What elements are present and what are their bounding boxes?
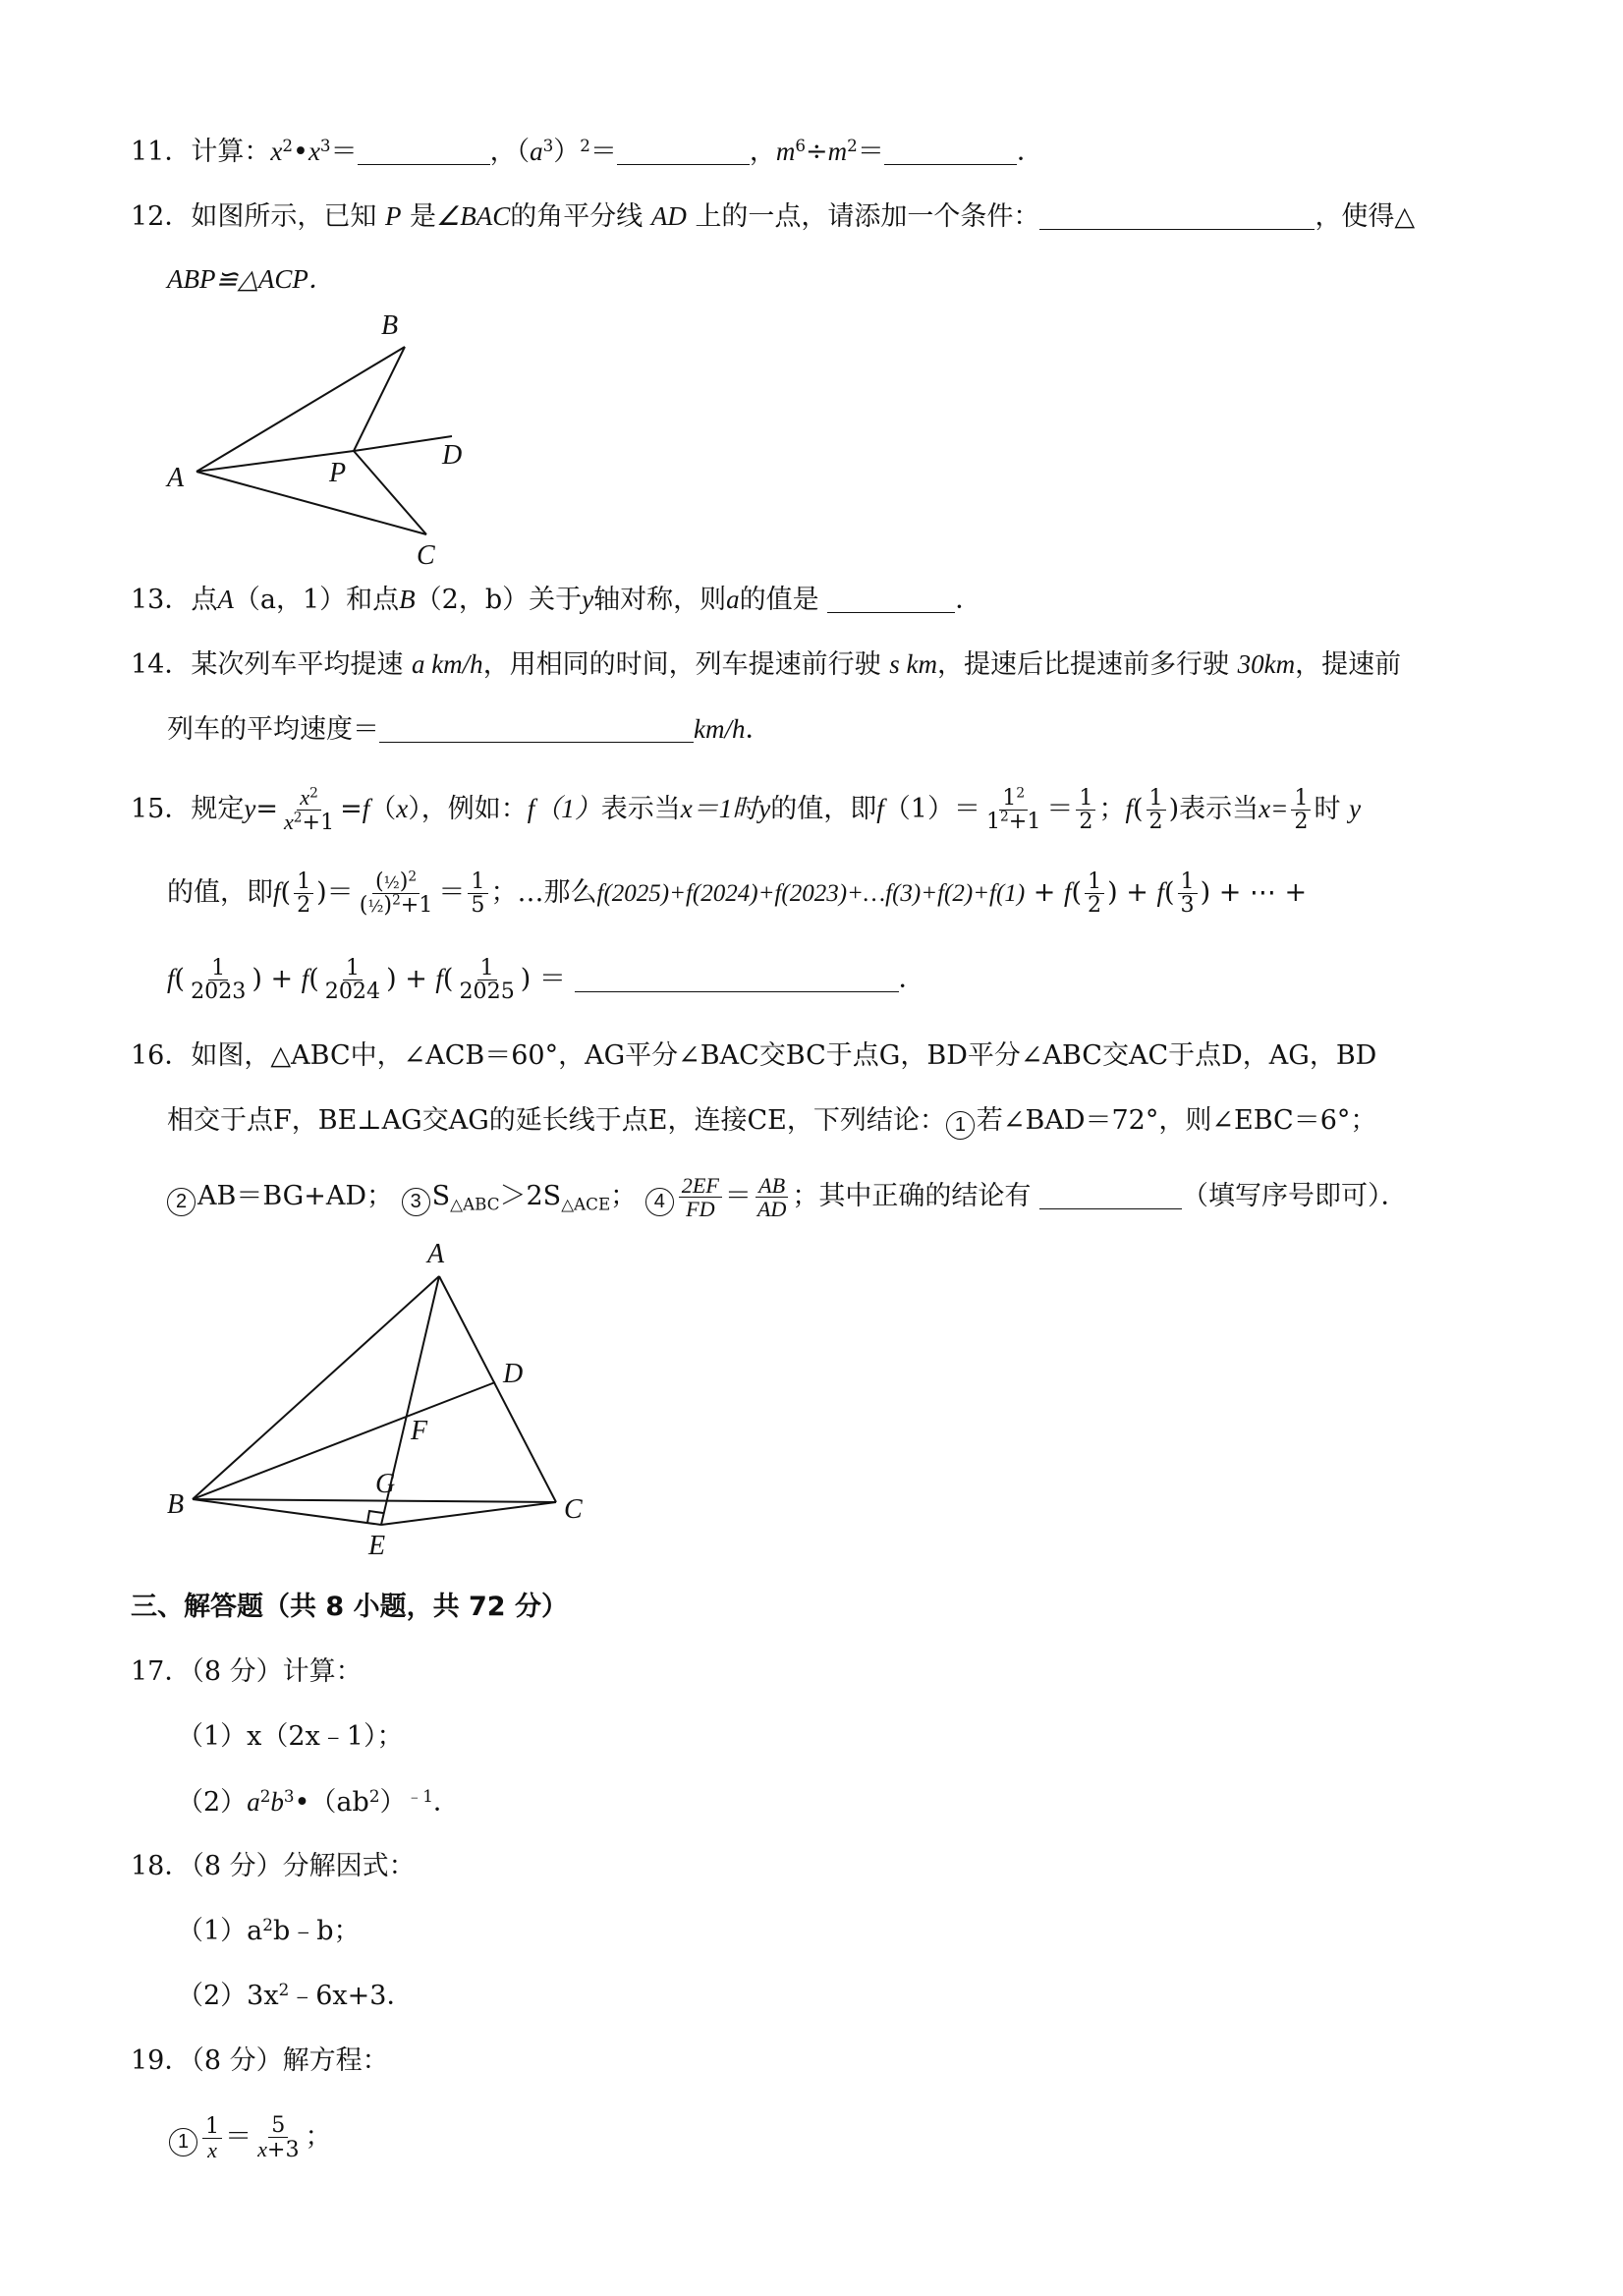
- question-19-part1: 1 $\frac{1}{x}$ ＝ $\frac{5}{x+3}$ ；: [169, 2114, 332, 2161]
- question-17-part2: $(2)a^2b^3•(ab^2)^{﹣1}$．: [177, 1785, 460, 1818]
- answer-blank[interactable]: [1039, 1181, 1182, 1209]
- question-15: 15．规定y= $\frac{x^2}{x^2+1}$ =f（x），例如：f（1）表示当x＝1时y的值，即f（1）＝ $\frac{1^2}{1^2+1}$ ＝ $\frac{1}{2}$ ；f( $\frac{1}{2}$ )表示当x= $\frac{1}{2}$ 时 y: [131, 785, 1362, 836]
- label-E: E: [368, 1531, 386, 1561]
- section-3-title: 三、解答题（共 8 小题，共 72 分）: [131, 1592, 568, 1622]
- label-B: B: [167, 1489, 185, 1520]
- question-18: 18．（8 分）分解因式：: [131, 1851, 416, 1881]
- question-19: 19．（8 分）解方程：: [131, 2045, 389, 2076]
- question-16-line2: 相交于点F，BE⊥AG交AG的延长线于点E，连接CE，下列结论： 1 若∠BAD＝72°，则∠EBC＝6°；: [167, 1101, 1376, 1141]
- question-16: 16．如图，△ABC中，∠ACB＝60°，AG平分∠BAC交BC于点G，BD平分∠ABC交AC于点D，AG，BD: [131, 1040, 1377, 1071]
- label-A: A: [167, 463, 185, 493]
- question-15-line3: f( $\frac{1}{2023}$ ) + f( $\frac{1}{2024}$ ) + f( $\frac{1}{2025}$ ) ＝ ．: [167, 955, 925, 1005]
- answer-blank[interactable]: [617, 137, 750, 165]
- question-17-part1: （1）x（2x﹣1）；: [177, 1721, 404, 1752]
- question-14-line2: 列车的平均速度＝ km/h．: [167, 714, 772, 745]
- label-G: G: [375, 1469, 396, 1499]
- question-14: 14．某次列车平均提速 a km/h，用相同的时间，列车提速前行驶 s km，提速后比提速前多行驶 30km，提速前: [131, 649, 1402, 680]
- answer-blank[interactable]: [884, 137, 1017, 165]
- figure-triangle-ABPC: [157, 305, 481, 570]
- question-17: 17．（8 分）计算：: [131, 1656, 363, 1687]
- label-B: B: [381, 310, 399, 341]
- question-13: 13．点A（a，1）和点B（2，b）关于y轴对称，则a的值是 ．: [131, 585, 982, 615]
- answer-blank[interactable]: [358, 137, 490, 165]
- label-P: P: [329, 458, 347, 488]
- question-18-part2: $(2)3x^2﹣6x+3$．: [177, 1979, 414, 2011]
- label-D: D: [503, 1359, 524, 1389]
- question-12: 12．如图所示，已知 P 是∠BAC的角平分线 AD 上的一点，请添加一个条件： ，使得△: [131, 201, 1416, 232]
- label-F: F: [411, 1416, 428, 1446]
- question-11: 11．计算：$x^2•x^3=$ ，$(a^3)^2=$ ，$m^6\div m^2=$ ．: [131, 135, 1043, 167]
- question-16-line3: 2 AB＝BG+AD； 3 $S_{\triangle ABC}>2S_{\triangle ACE}$； 4 $\frac{2EF}{FD}$ ＝ $\frac{AB}{AD}$ ；其中正确的结论有 （填写序号即可）．: [167, 1174, 1407, 1220]
- question-12-line2: ABP≌△ACP．: [167, 264, 335, 294]
- answer-blank[interactable]: [1039, 201, 1315, 230]
- question-15-line2: 的值，即f( $\frac{1}{2}$ )＝ $\frac{(\frac{1}{2})^2}{(\frac{1}{2})^2+1}$ ＝ $\frac{1}{5}$ ；…那么f(2025)+f(2024)+f(2023)+…f(3)+f(2)+f(1) + f( $\frac{1}{2}$ ) + f( $\frac{1}{3}$ ) + ⋯ +: [167, 868, 1308, 919]
- answer-blank[interactable]: [575, 964, 899, 992]
- label-D: D: [442, 440, 463, 471]
- figure-triangle-ABC: [157, 1233, 609, 1572]
- label-C: C: [564, 1494, 583, 1525]
- answer-blank[interactable]: [827, 585, 955, 613]
- label-C: C: [417, 540, 435, 570]
- answer-blank[interactable]: [379, 714, 694, 743]
- question-18-part1: $(1)a^2b﹣b$；: [177, 1914, 361, 1946]
- label-A: A: [427, 1239, 445, 1269]
